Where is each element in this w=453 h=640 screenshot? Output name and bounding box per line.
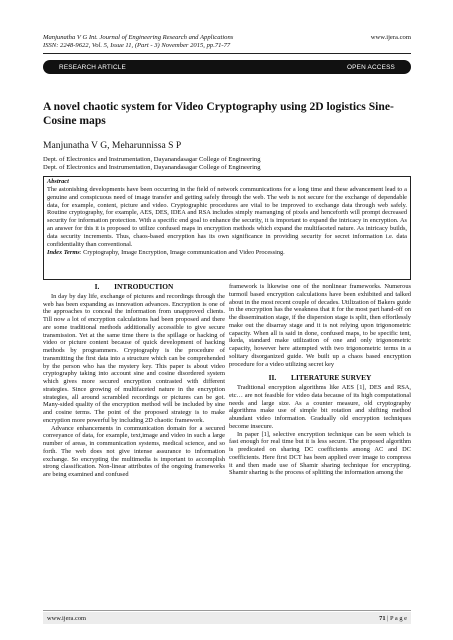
header-divider — [43, 53, 411, 54]
literature-paragraph-1: Traditional encryption algorithms like AES [1], DES and RSA, etc… are not feasible for video data because of its high computational needs and large size. As a counter measure, old cryptography algorithms make use of simple bit rotation and shifting method abundant video information. Gradually old encryption techniques become insecure. — [229, 384, 411, 430]
abstract-box — [43, 176, 411, 280]
page-word: | P a g e — [387, 614, 407, 622]
page-footer — [43, 612, 411, 624]
abstract-label: Abstract — [47, 178, 69, 185]
author-list: Manjunatha V G, Meharunnissa S P — [43, 140, 182, 151]
journal-website[interactable]: www.ijera.com — [370, 34, 411, 41]
abstract-text: The astonishing developments have been occurring in the field of network communications for a long time and these advancement lead to a genuine and conspicuous need of image transfer and getting safely through the web. The web is not secure for the exchange of dependable data, for example, content, picture and video. Cryptographic procedures are vital to be improved to exchange data through web safely. Routine cryptography, for example, AES, DES, IDEA and RSA includes simply rearranging of pixels and henceforth will prompt decreased security for information protection. With a specific end goal to enhance the security, it is important to expand the intricacy in encryption. As an answer for this it is proposed to utilize confused maps in encryption methods which expand the multifaceted nature. As intricacy builds, data security increments. Thus, chaos-based encryption has its own significance in providing security for secret information i.e. data confidentiality than conventional. — [47, 185, 407, 248]
literature-paragraph-2: In paper [1], selective encryption technique can be seen which is fast enough for real time but it is less secure. The proposed algorithm is predicated on sharing DC coefficients among AC and DC coefficients. Here first DCT has been applied over image to compress it and then made use of Shamir sharing technique for encrypting. Shamir sharing is the process of splitting the information among the — [229, 430, 411, 477]
index-terms-text: : Cryptography, Image Encryption, Image communication and Video Processing. — [79, 248, 285, 256]
index-terms-label: Index Terms — [47, 248, 80, 256]
section-heading-literature-survey: II. LITERATURE SURVEY — [268, 373, 372, 383]
page-number-label — [379, 615, 407, 622]
open-access-label: OPEN ACCESS — [346, 63, 395, 71]
page-number: 71 — [379, 614, 386, 622]
running-header — [43, 34, 411, 51]
affiliation-1: Dept. of Electronics and Instrumentation, Dayanandasagar College of Engineering — [43, 156, 261, 163]
intro-paragraph-1: In day by day life, exchange of pictures and recordings through the web has been expanding as innovation advances. Encryption is one of the approaches to conceal the information from unapproved clients. Till now a lot of encryption calculations had been proposed and there are some traditional methods additionally accessible to give secure transmission. Yet at the same time there is the spillage or hacking of video or picture content because of quick development of hacking methods by programmers. Cryptography is the procedure of transmitting the first data into a structure which can be comprehended by the person who has the mystery key. This paper is about video cryptography taking into account sine and cosine disordered system which gives more secured encryption contrasted with different strategies. Since growing of multifaceted nature in the encryption strategies, all around scrambled recordings or pictures can be got. Many-sided quality of the encryption method will be included by sine and cosine terms. The point of the proposed strategy is to make encryption more powerful by including 2D chaotic framework. — [43, 292, 225, 424]
affiliation-2: Dept. of Electronics and Instrumentation, Dayanandasagar College of Engineering — [43, 164, 261, 172]
journal-name: Manjunatha V G Int. Journal of Engineering Research and Applications — [43, 34, 234, 41]
left-column — [43, 283, 225, 479]
affiliations — [43, 156, 261, 173]
footer-website[interactable]: www.ijera.com — [47, 614, 86, 622]
article-type-band — [43, 60, 411, 74]
right-column — [229, 283, 411, 477]
issn-line: ISSN: 2248-9622, Vol. 5, Issue 11, (Part - 3) November 2015, pp.71-77 — [43, 42, 231, 50]
section-heading-introduction: I. INTRODUCTION — [94, 282, 174, 291]
paper-title: A novel chaotic system for Video Cryptography using 2D logistics Sine-Cosine maps — [43, 100, 394, 127]
research-article-label: RESEARCH ARTICLE — [59, 63, 127, 71]
footer-divider — [43, 610, 411, 611]
intro-paragraph-2: Advance enhancements in communication domain for a secured conveyance of data, for example, text,image and video in such a large number of areas, in communication systems, medical science, and so forth. The web does not give intense assurance to information exchange. So encrypting the multimedia is important to accomplish strong classification. Non-linear attributes of the ongoing frameworks are being examined and confused — [43, 424, 225, 478]
index-terms — [47, 249, 407, 257]
intro-paragraph-continued: framework is likewise one of the nonlinear frameworks. Numerous turmoil based encryption calculations have been exhibited and talked about in the most recent couple of decades. Utilization of Bakers guide in the encryption has the weakness that it for the most part hand-off on the dissemination stage, if the dispersion stage is split, then effortlessly make out the disarray stage and it is not relying upon trigonometric capacity. When all is said in done, confused maps, to be specific tent, ikeda, standard make utilization of one and only trigonometric capacity, however here attempted with two trigonometric terms in a solitary disorganized guide. We built up a chaos based encryption procedure for a video utilizing secret key — [229, 283, 411, 368]
